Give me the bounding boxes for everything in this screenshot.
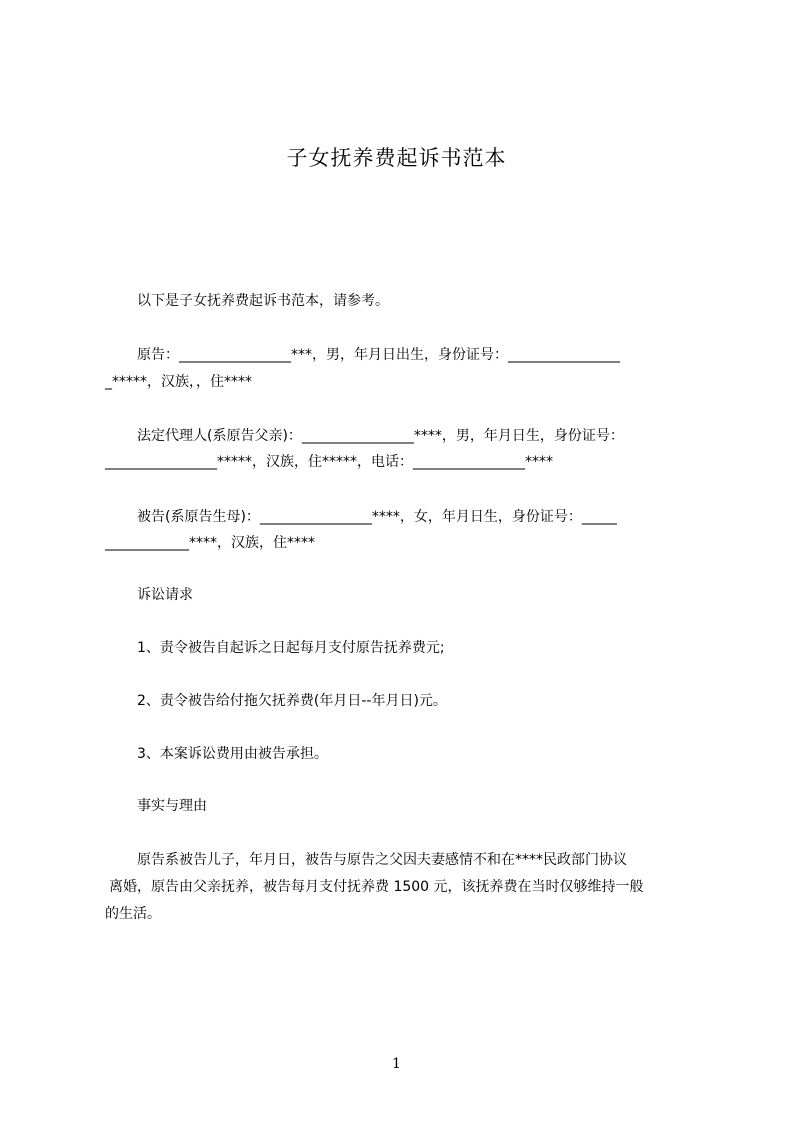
facts-line-3: 的生活。 [105, 906, 161, 922]
claim-item-3: 3、本案诉讼费用由被告承担。 [137, 746, 328, 762]
claim-item-2: 2、责令被告给付拖欠抚养费(年月日--年月日)元。 [137, 693, 447, 709]
page-number: 1 [392, 1056, 401, 1072]
document-title: 子女抚养费起诉书范本 [286, 146, 507, 170]
defendant-line-2: ____________****，汉族，住**** [105, 535, 315, 551]
facts-heading: 事实与理由 [137, 798, 207, 814]
plaintiff-line-1: 原告：________________***，男，年月日出生，身份证号：________________ [137, 347, 620, 363]
facts-line-1: 原告系被告儿子，年月日，被告与原告之父因夫妻感情不和在****民政部门协议 [137, 852, 627, 868]
facts-line-2: 离婚，原告由父亲抚养，被告每月支付抚养费 1500 元，该抚养费在当时仅够维持一般 [109, 879, 644, 895]
claim-item-1: 1、责令被告自起诉之日起每月支付原告抚养费元; [137, 640, 445, 656]
plaintiff-line-2: _*****，汉族，，住**** [105, 374, 252, 390]
defendant-line-1: 被告(系原告生母)：________________****，女，年月日生，身份证号：_____ [137, 509, 617, 525]
agent-line-1: 法定代理人(系原告父亲)：________________****，男，年月日生，身份证号： [137, 428, 624, 444]
claims-heading: 诉讼请求 [137, 587, 193, 603]
intro-text: 以下是子女抚养费起诉书范本，请参考。 [137, 293, 389, 309]
agent-line-2: ________________*****，汉族，住*****，电话：________________**** [105, 454, 553, 470]
